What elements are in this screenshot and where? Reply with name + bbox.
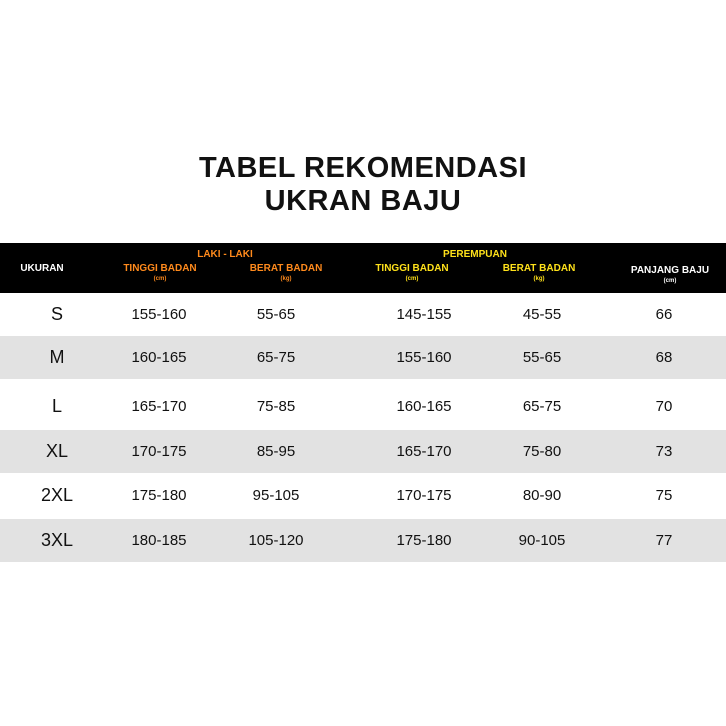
table-header bbox=[0, 243, 726, 293]
cell-laki-berat: 75-85 bbox=[256, 398, 296, 415]
cell-laki-tinggi: 165-170 bbox=[131, 398, 187, 415]
header-group-laki: LAKI - LAKI bbox=[197, 249, 253, 260]
cell-panjang: 70 bbox=[655, 398, 673, 415]
cell-panjang: 68 bbox=[655, 349, 673, 366]
header-group-perempuan: PEREMPUAN bbox=[443, 249, 507, 260]
cell-perempuan-berat: 45-55 bbox=[522, 306, 562, 323]
cell-perempuan-tinggi: 165-170 bbox=[396, 443, 452, 460]
cell-perempuan-tinggi: 145-155 bbox=[396, 306, 452, 323]
table-row bbox=[0, 474, 726, 517]
cell-perempuan-tinggi: 175-180 bbox=[396, 532, 452, 549]
header-perempuan-berat: BERAT BADAN bbox=[502, 263, 576, 274]
cell-laki-berat: 85-95 bbox=[256, 443, 296, 460]
header-laki-berat-unit: (kg) bbox=[280, 276, 292, 282]
cell-perempuan-tinggi: 170-175 bbox=[396, 487, 452, 504]
table-row bbox=[0, 336, 726, 379]
cell-size: XL bbox=[45, 441, 69, 461]
header-panjang-baju: PANJANG BAJU bbox=[630, 265, 710, 276]
cell-size: 3XL bbox=[40, 530, 74, 550]
page-title bbox=[0, 152, 726, 218]
header-panjang-baju-unit: (cm) bbox=[663, 278, 677, 284]
cell-perempuan-berat: 65-75 bbox=[522, 398, 562, 415]
title-line-1: TABEL REKOMENDASI bbox=[198, 152, 528, 184]
cell-laki-tinggi: 175-180 bbox=[131, 487, 187, 504]
cell-perempuan-berat: 90-105 bbox=[518, 532, 566, 549]
cell-size: 2XL bbox=[40, 485, 74, 505]
table-row bbox=[0, 385, 726, 428]
cell-panjang: 75 bbox=[655, 487, 673, 504]
table-row bbox=[0, 293, 726, 336]
cell-laki-berat: 95-105 bbox=[252, 487, 300, 504]
cell-laki-berat: 65-75 bbox=[256, 349, 296, 366]
cell-size: S bbox=[50, 304, 63, 324]
table-row bbox=[0, 519, 726, 562]
header-ukuran: UKURAN bbox=[20, 263, 64, 274]
cell-laki-tinggi: 180-185 bbox=[131, 532, 187, 549]
cell-perempuan-berat: 55-65 bbox=[522, 349, 562, 366]
table-row bbox=[0, 430, 726, 473]
cell-perempuan-tinggi: 155-160 bbox=[396, 349, 452, 366]
cell-size: L bbox=[51, 396, 62, 416]
cell-perempuan-berat: 75-80 bbox=[522, 443, 562, 460]
cell-size: M bbox=[49, 347, 65, 367]
header-perempuan-berat-unit: (kg) bbox=[533, 276, 545, 282]
cell-laki-tinggi: 170-175 bbox=[131, 443, 187, 460]
cell-panjang: 66 bbox=[655, 306, 673, 323]
header-laki-tinggi: TINGGI BADAN bbox=[123, 263, 197, 274]
cell-laki-tinggi: 155-160 bbox=[131, 306, 187, 323]
header-perempuan-tinggi: TINGGI BADAN bbox=[375, 263, 449, 274]
cell-laki-berat: 55-65 bbox=[256, 306, 296, 323]
header-laki-tinggi-unit: (cm) bbox=[153, 276, 167, 282]
cell-perempuan-berat: 80-90 bbox=[522, 487, 562, 504]
cell-laki-berat: 105-120 bbox=[248, 532, 304, 549]
cell-perempuan-tinggi: 160-165 bbox=[396, 398, 452, 415]
header-laki-berat: BERAT BADAN bbox=[249, 263, 323, 274]
header-perempuan-tinggi-unit: (cm) bbox=[405, 276, 419, 282]
cell-panjang: 77 bbox=[655, 532, 673, 549]
cell-panjang: 73 bbox=[655, 443, 673, 460]
title-line-2: UKRAN BAJU bbox=[264, 185, 462, 217]
cell-laki-tinggi: 160-165 bbox=[131, 349, 187, 366]
